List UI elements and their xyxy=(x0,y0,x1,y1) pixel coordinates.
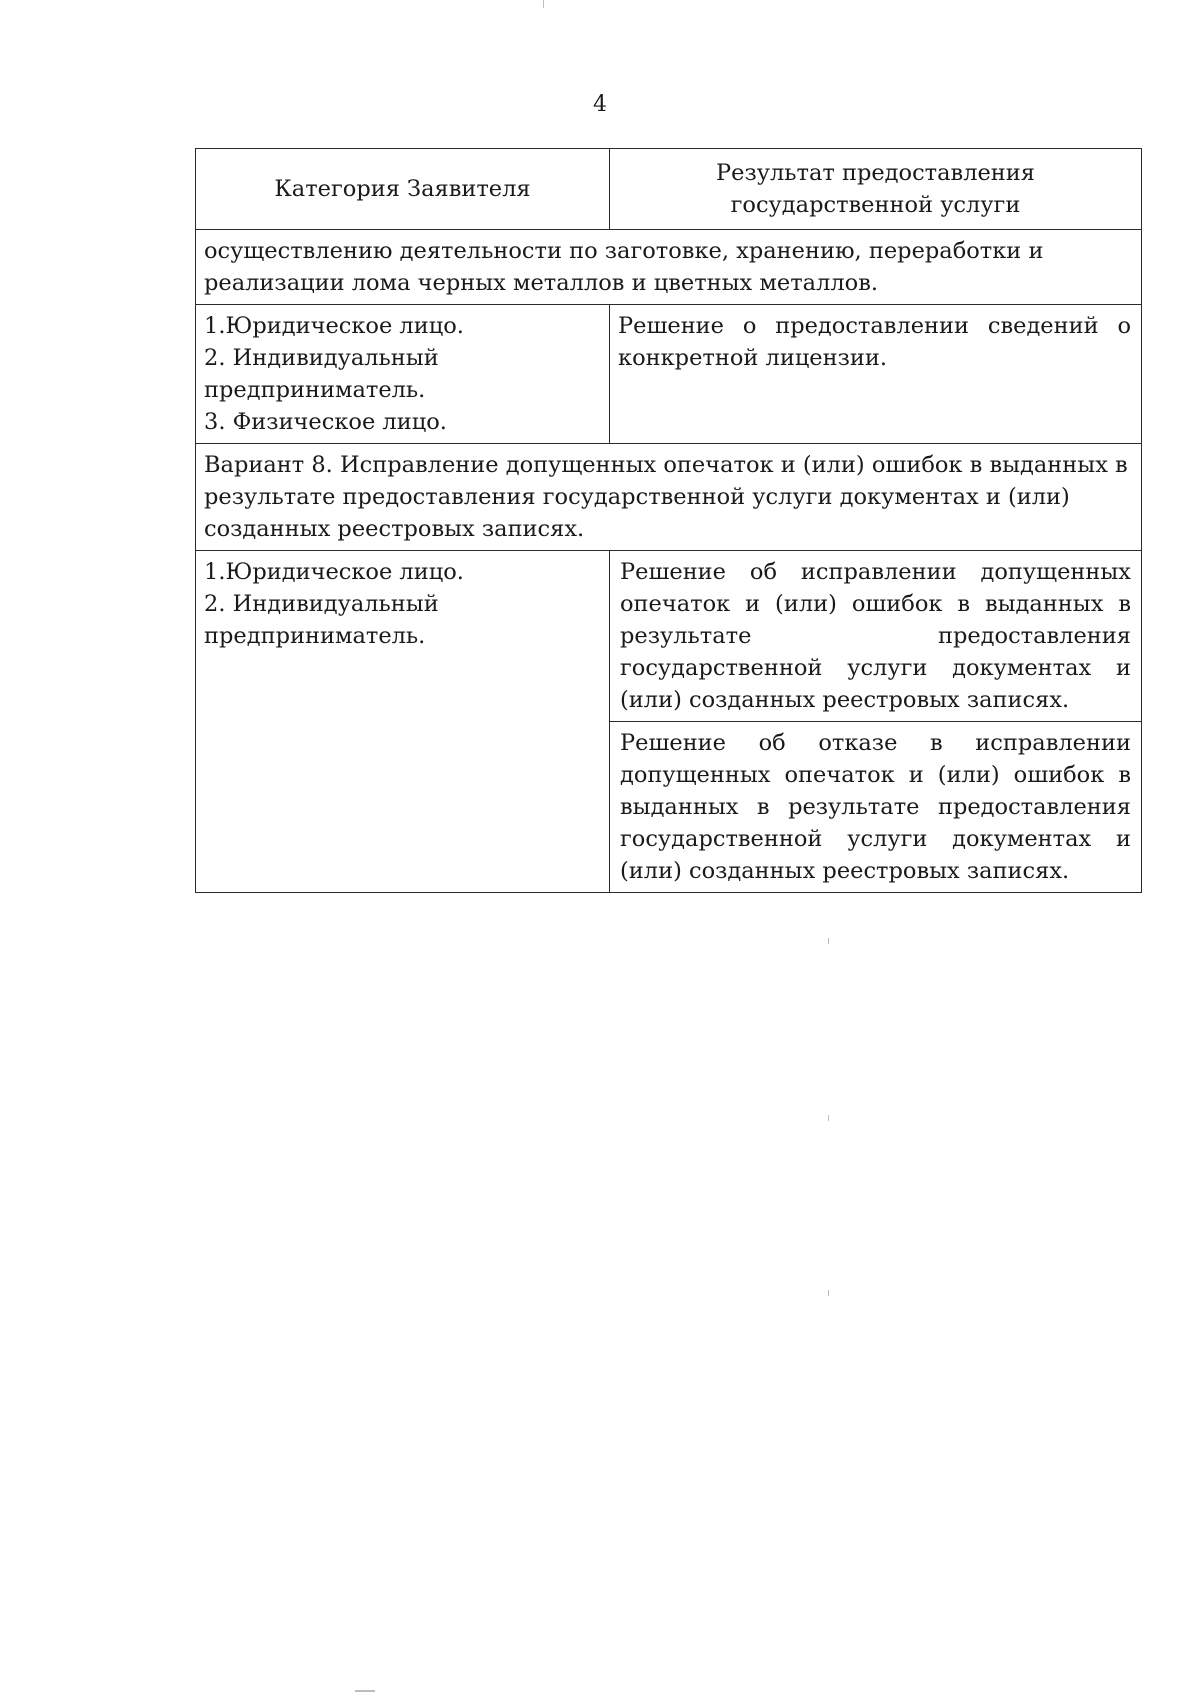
variant-8-title: Вариант 8. Исправление допущенных опечаток и (или) ошибок в выданных в результате предоставления государственной услуги документах и (или) созданных реестровых записях. xyxy=(196,444,1142,551)
result-cell: Решение о предоставлении сведений о конкретной лицензии. xyxy=(610,305,1142,444)
scan-mark xyxy=(355,1690,375,1692)
header-applicant-category: Категория Заявителя xyxy=(196,149,610,230)
applicant-list-2 xyxy=(196,551,610,893)
result-cell-refusal: Решение об отказе в исправлении допущенных опечаток и (или) ошибок в выданных в результате предоставления государственной услуги документах и (или) созданных реестровых записях. xyxy=(610,721,1141,892)
continued-text-row xyxy=(196,230,1142,305)
applicant-item: 1.Юридическое лицо. xyxy=(204,559,464,585)
scan-mark xyxy=(543,0,544,8)
table-row xyxy=(196,551,1142,893)
applicant-item: 3. Физическое лицо. xyxy=(204,409,447,435)
header-service-result: Результат предоставления государственной услуги xyxy=(610,149,1142,230)
scan-mark xyxy=(828,938,829,944)
scan-mark xyxy=(828,1290,829,1296)
applicant-item: 2. Индивидуальный предприниматель. xyxy=(204,345,439,403)
scan-mark xyxy=(828,1115,829,1121)
applicant-list-1 xyxy=(196,305,610,444)
applicant-item: 1.Юридическое лицо. xyxy=(204,313,464,339)
table-row xyxy=(196,305,1142,444)
applicant-results-table xyxy=(195,148,1142,893)
table-header-row xyxy=(196,149,1142,230)
applicant-item: 2. Индивидуальный предприниматель. xyxy=(204,591,439,649)
variant-row xyxy=(196,444,1142,551)
result-block xyxy=(610,551,1142,893)
result-cell-correction: Решение об исправлении допущенных опечаток и (или) ошибок в выданных в результате предоставления государственной услуги документах и (или) созданных реестровых записях. xyxy=(620,559,1131,713)
page-number: 4 xyxy=(593,92,607,117)
continued-text: осуществлению деятельности по заготовке, хранению, переработки и реализации лома черных металлов и цветных металлов. xyxy=(196,230,1142,305)
